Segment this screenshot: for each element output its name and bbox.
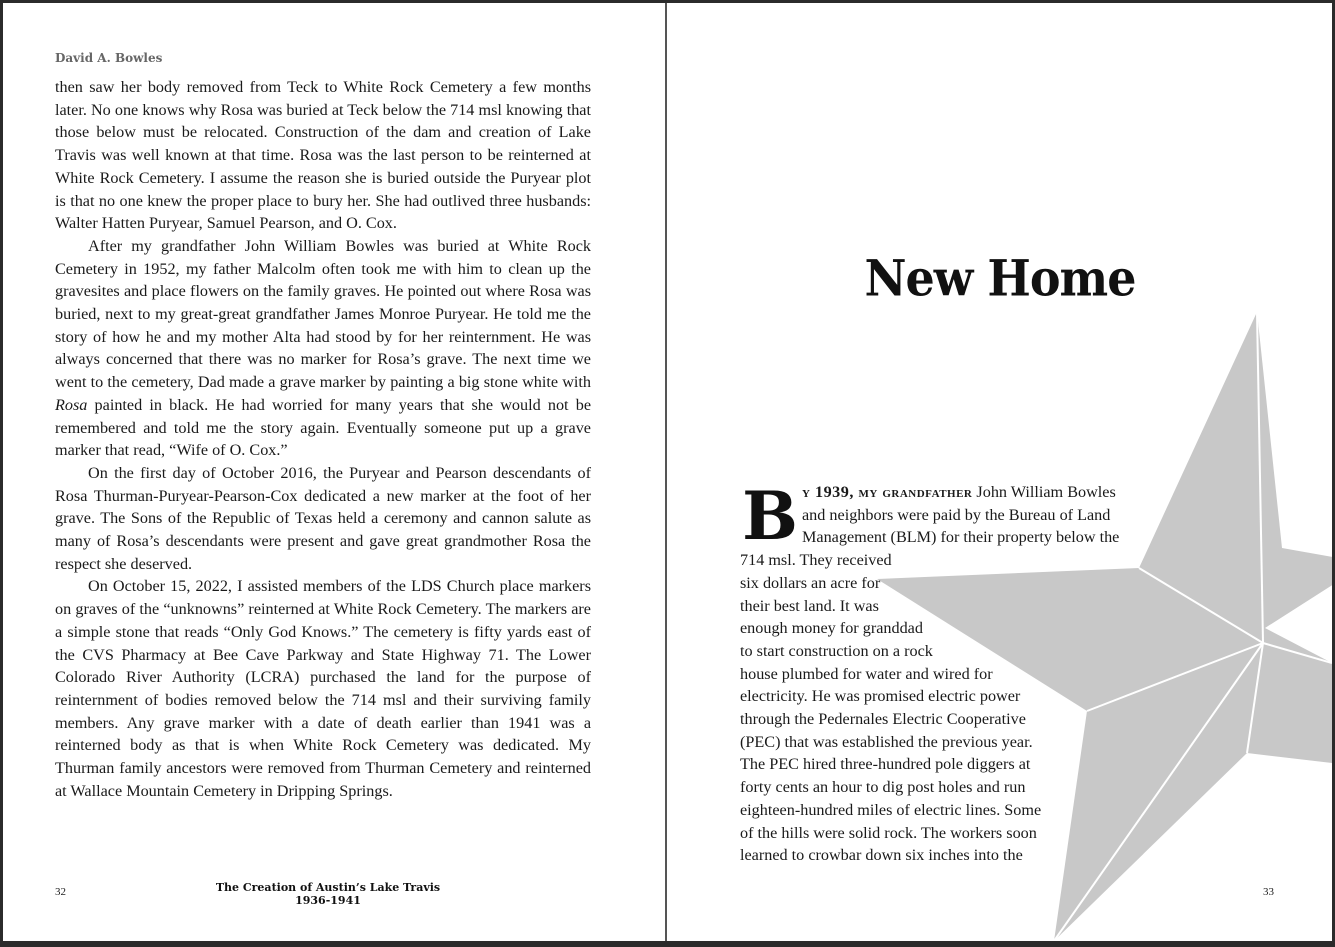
chapter-title: New Home [864, 248, 1136, 308]
left-page-body [55, 76, 591, 803]
text-line: The PEC hired three-hundred pole diggers at [740, 755, 1031, 774]
text-line: 714 msl. They received [740, 551, 892, 570]
paragraph-3: On the first day of October 2016, the Puryear and Pearson descendants of Rosa Thurman-Puryear-Pearson-Cox dedicated a new marker at the foot of her grave. The Sons of the Republic of Texas held a ceremony and cannon salute as many of Rosa’s descendants were present and gave great grandmother Rosa the respect she deserved. [55, 463, 591, 573]
footer-title-line-1: The Creation of Austin’s Lake Travis [215, 881, 441, 894]
text-line: six dollars an acre for [740, 573, 881, 592]
text-line: house plumbed for water and wired for [740, 664, 993, 683]
paragraph-1: then saw her body removed from Teck to White Rock Cemetery a few months later. No one knows why Rosa was buried at Teck below the 714 msl knowing that those below must be relocated. Construction of the dam and creation of Lake Travis was well known at that time. Rosa was the last person to be reinterned at White Rock Cemetery. I assume the reason she is buried outside the Puryear plot is that no one knew the proper place to bury her. She had outlived three husbands: Walter Hatten Puryear, Samuel Pearson, and O. Cox. [55, 78, 591, 233]
paragraph-4: On October 15, 2022, I assisted members of the LDS Church place markers on graves of the “unknowns” reinterned at White Rock Cemetery. The markers are a simple stone that reads “Only God Knows.” The cemetery is fifty yards east of the CVS Pharmacy at Bee Cave Parkway and State Highway 71. The Lower Colorado River Authority (LCRA) purchased the land for the purpose of reinternment of bodies removed below the 714 msl and their surviving family members. Any grave marker with a date of death earlier than 1941 was a reinterned body as that is when White Rock Cemetery was dedicated. My Thurman family ancestors were removed from Thurman Cemetery and reinterned at Wallace Mountain Cemetery in Dripping Springs. [55, 577, 591, 800]
text-line: Management (BLM) for their property below the [802, 528, 1120, 547]
footer-book-title [203, 881, 453, 907]
paragraph-2-text-b: painted in black. He had worried for many years that she would not be remembered and told me the story again. Eventually someone put up a grave marker that read, “Wife of O. Cox.” [55, 395, 591, 460]
text-line: learned to crowbar down six inches into the [740, 846, 1023, 865]
left-page [3, 3, 665, 941]
text-line: their best land. It was [740, 596, 879, 615]
text-line: y 1939, my grandfather John William Bowles [802, 483, 1116, 501]
text-line: eighteen-hundred miles of electric lines. Some [740, 800, 1042, 819]
paragraph-2 [55, 235, 591, 462]
text-line: (PEC) that was established the previous year. [740, 732, 1033, 751]
text-line: electricity. He was promised electric power [740, 687, 1021, 706]
paragraph-2-italic: Rosa [55, 395, 88, 414]
text-line: enough money for granddad [740, 619, 923, 638]
page-number-right: 33 [1263, 886, 1274, 898]
page-number-left: 32 [55, 886, 66, 898]
right-page-body [740, 477, 1180, 867]
text-line: through the Pedernales Electric Cooperative [740, 710, 1026, 729]
drop-cap: B [742, 477, 798, 555]
lead-small-caps: y 1939, my grandfather [802, 483, 973, 501]
footer-title-line-2: 1936-1941 [295, 894, 361, 907]
right-page [667, 3, 1332, 941]
text-line: and neighbors were paid by the Bureau of Land [802, 505, 1111, 524]
text-line: to start construction on a rock [740, 641, 933, 660]
paragraph-2-text-a: After my grandfather John William Bowles was buried at White Rock Cemetery in 1952, my father Malcolm often took me with him to clean up the gravesites and place flowers on the family graves. He pointed out where Rosa was buried, next to my great-great grandfather James Monroe Puryear. He told me the story of how he and my mother Alta had stood by for her reinternment. He was always concerned that there was no marker for Rosa’s grave. The next time we went to the cemetery, Dad made a grave marker by painting a big stone white with [55, 236, 591, 392]
book-spread [3, 3, 1332, 941]
running-head-author: David A. Bowles [55, 51, 163, 65]
text-line: of the hills were solid rock. The workers soon [740, 823, 1037, 842]
text-line: forty cents an hour to dig post holes and run [740, 778, 1026, 797]
